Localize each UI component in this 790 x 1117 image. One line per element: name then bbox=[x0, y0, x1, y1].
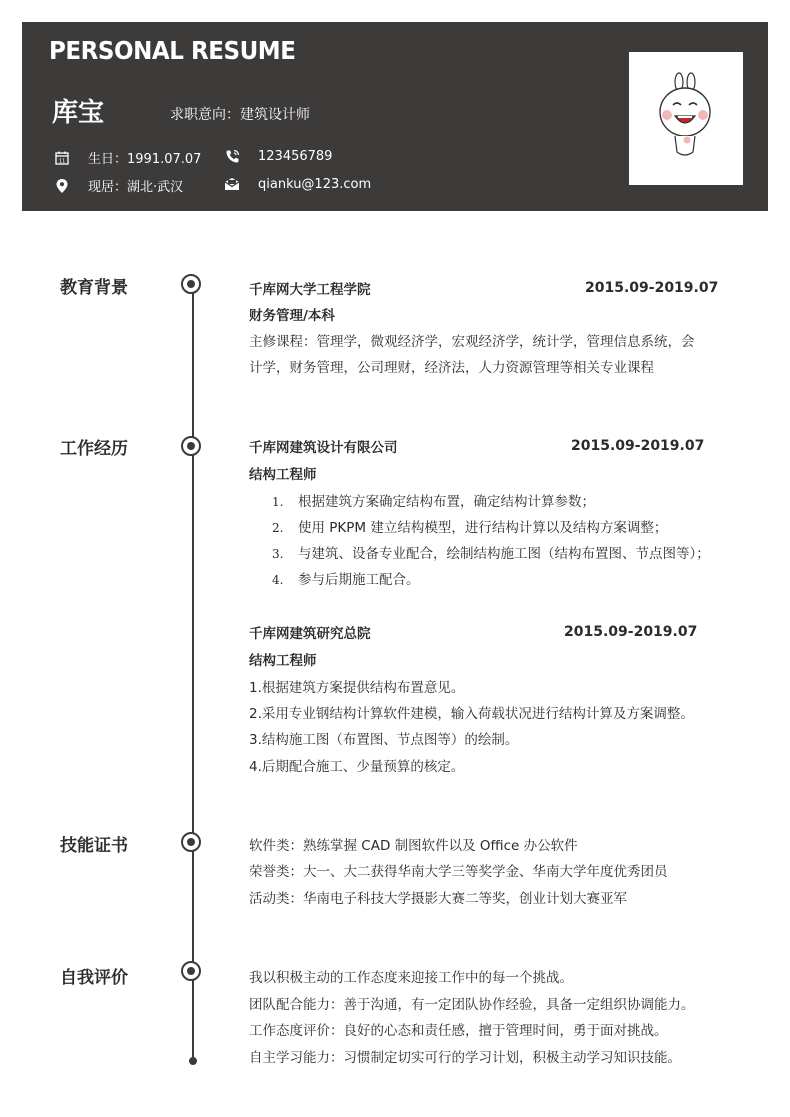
education-date: 2015.09-2019.07 bbox=[585, 280, 719, 296]
phone-row bbox=[224, 148, 332, 164]
education-major: 财务管理/本科 bbox=[249, 308, 335, 324]
job-1-duty: 3. 与建筑、设备专业配合，绘制结构施工图（结构布置图、节点图等）； bbox=[272, 546, 710, 562]
section-title-self-eval: 自我评价 bbox=[60, 968, 128, 988]
avatar-illustration bbox=[629, 52, 743, 185]
self-eval-item: 自主学习能力：习惯制定切实可行的学习计划，积极主动学习知识技能。 bbox=[249, 1050, 681, 1066]
job-1-company: 千库网建筑设计有限公司 bbox=[249, 440, 398, 456]
education-courses-line2: 计学，财务管理，公司理财，经济法，人力资源管理等相关专业课程 bbox=[249, 360, 654, 376]
calendar-icon bbox=[54, 150, 70, 166]
timeline-marker-work bbox=[181, 436, 201, 456]
job-intent: 求职意向：建筑设计师 bbox=[170, 107, 310, 123]
timeline-end-dot bbox=[189, 1057, 197, 1065]
job-1-duty: 2. 使用 PKPM 建立结构模型，进行结构计算以及结构方案调整； bbox=[272, 520, 668, 536]
job-2-company: 千库网建筑研究总院 bbox=[249, 626, 371, 642]
job-1-duty: 1. 根据建筑方案确定结构布置，确定结构计算参数； bbox=[272, 494, 595, 510]
section-title-work: 工作经历 bbox=[60, 439, 128, 459]
email-text: qianku@123.com bbox=[258, 176, 372, 192]
self-eval-item: 团队配合能力：善于沟通，有一定团队协作经验，具备一定组织协调能力。 bbox=[249, 997, 695, 1013]
section-title-education: 教育背景 bbox=[60, 278, 128, 298]
residence-text: 现居：湖北·武汉 bbox=[88, 180, 184, 195]
timeline-line bbox=[192, 284, 194, 1060]
email-row bbox=[224, 176, 371, 192]
resume-title: PERSONAL RESUME bbox=[49, 36, 296, 65]
education-courses-line1: 主修课程：管理学，微观经济学，宏观经济学，统计学，管理信息系统，会 bbox=[249, 334, 695, 350]
timeline-marker-skills bbox=[181, 832, 201, 852]
education-school: 千库网大学工程学院 bbox=[249, 282, 371, 298]
skill-item: 软件类：熟练掌握 CAD 制图软件以及 Office 办公软件 bbox=[249, 838, 578, 854]
phone-icon bbox=[224, 148, 240, 164]
skill-item: 活动类：华南电子科技大学摄影大赛二等奖，创业计划大赛亚军 bbox=[249, 891, 627, 907]
profile-photo bbox=[629, 52, 743, 185]
birthday-text: 生日：1991.07.07 bbox=[88, 152, 202, 167]
svg-text:11: 11 bbox=[58, 158, 66, 164]
job-1-position: 结构工程师 bbox=[249, 467, 317, 483]
job-2-date: 2015.09-2019.07 bbox=[564, 624, 698, 640]
location-icon bbox=[54, 178, 70, 194]
job-2-duty: 3.结构施工图（布置图、节点图等）的绘制。 bbox=[249, 732, 519, 748]
job-2-position: 结构工程师 bbox=[249, 653, 317, 669]
timeline-marker-self-eval bbox=[181, 961, 201, 981]
skill-item: 荣誉类：大一、大二获得华南大学三等奖学金、华南大学年度优秀团员 bbox=[249, 864, 668, 880]
resume-header bbox=[22, 22, 768, 211]
job-2-duty: 2.采用专业钢结构计算软件建模，输入荷载状况进行结构计算及方案调整。 bbox=[249, 706, 694, 722]
job-1-date: 2015.09-2019.07 bbox=[571, 438, 705, 454]
job-2-duty: 4.后期配合施工、少量预算的核定。 bbox=[249, 759, 465, 775]
residence-row bbox=[54, 176, 183, 195]
section-title-skills: 技能证书 bbox=[60, 836, 128, 856]
self-eval-item: 工作态度评价：良好的心态和责任感，擅于管理时间，勇于面对挑战。 bbox=[249, 1023, 668, 1039]
job-2-duty: 1.根据建筑方案提供结构布置意见。 bbox=[249, 680, 465, 696]
self-eval-item: 我以积极主动的工作态度来迎接工作中的每一个挑战。 bbox=[249, 970, 573, 986]
email-icon bbox=[224, 176, 240, 192]
candidate-name: 库宝 bbox=[52, 98, 105, 128]
phone-text: 123456789 bbox=[258, 148, 333, 164]
timeline-marker-education bbox=[181, 274, 201, 294]
job-1-duty: 4. 参与后期施工配合。 bbox=[272, 572, 420, 588]
birthday-row bbox=[54, 148, 201, 167]
